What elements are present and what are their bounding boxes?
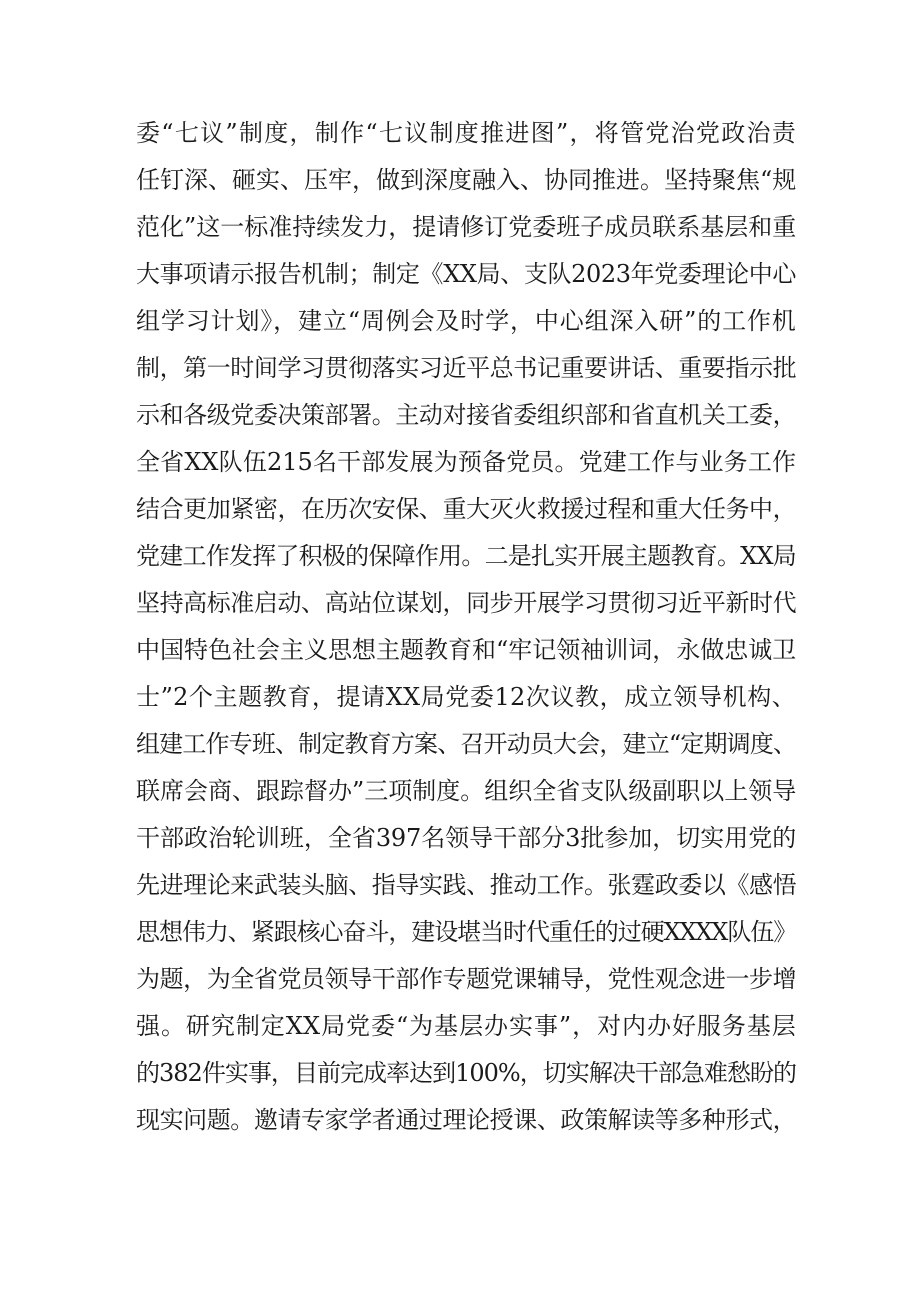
text-line-13: 士”2个主题教育，提请XX局党委12次议教，成立领导机构、 (136, 683, 796, 711)
text-line-15: 联席会商、跟踪督办”三项制度。组织全省支队级副职以上领导 (136, 777, 797, 805)
text-line-22: 现实问题。邀请专家学者通过理论授课、政策解读等多种形式， (136, 1106, 796, 1134)
text-line-4: 大事项请示报告机制；制定《XX局、支队2023年党委理论中心 (136, 260, 796, 288)
text-line-11: 坚持高标准启动、高站位谋划，同步开展学习贯彻习近平新时代 (136, 589, 796, 617)
text-line-18: 思想伟力、紧跟核心奋斗，建设堪当时代重任的过硬XXXX队伍》 (136, 918, 796, 946)
body-paragraph (136, 110, 796, 1144)
text-line-5: 组学习计划》，建立“周例会及时学，中心组深入研”的工作机 (136, 307, 796, 335)
text-line-17: 先进理论来武装头脑、指导实践、推动工作。张霆政委以《感悟 (136, 871, 796, 899)
text-line-20: 强。研究制定XX局党委“为基层办实事”，对内办好服务基层 (136, 1012, 796, 1040)
text-line-7: 示和各级党委决策部署。主动对接省委组织部和省直机关工委， (136, 401, 796, 429)
text-line-9: 结合更加紧密，在历次安保、重大灭火救援过程和重大任务中， (136, 495, 796, 523)
text-line-8: 全省XX队伍215名干部发展为预备党员。党建工作与业务工作 (136, 448, 796, 476)
text-line-3: 范化”这一标准持续发力，提请修订党委班子成员联系基层和重 (136, 213, 797, 241)
text-line-21: 的382件实事，目前完成率达到100%，切实解决干部急难愁盼的 (136, 1059, 796, 1087)
text-line-1: 委“七议”制度，制作“七议制度推进图”，将管党治党政治责 (136, 119, 796, 147)
text-line-19: 为题，为全省党员领导干部作专题党课辅导，党性观念进一步增 (136, 965, 796, 993)
text-line-2: 任钉深、砸实、压牢，做到深度融入、协同推进。坚持聚焦“规 (136, 166, 797, 194)
text-line-12: 中国特色社会主义思想主题教育和“牢记领袖训词，永做忠诚卫 (136, 636, 797, 664)
text-line-10: 党建工作发挥了积极的保障作用。二是扎实开展主题教育。XX局 (136, 542, 796, 570)
text-line-14: 组建工作专班、制定教育方案、召开动员大会，建立“定期调度、 (136, 730, 796, 758)
text-line-16: 干部政治轮训班，全省397名领导干部分3批参加，切实用党的 (136, 824, 796, 852)
text-line-6: 制，第一时间学习贯彻落实习近平总书记重要讲话、重要指示批 (136, 354, 796, 382)
